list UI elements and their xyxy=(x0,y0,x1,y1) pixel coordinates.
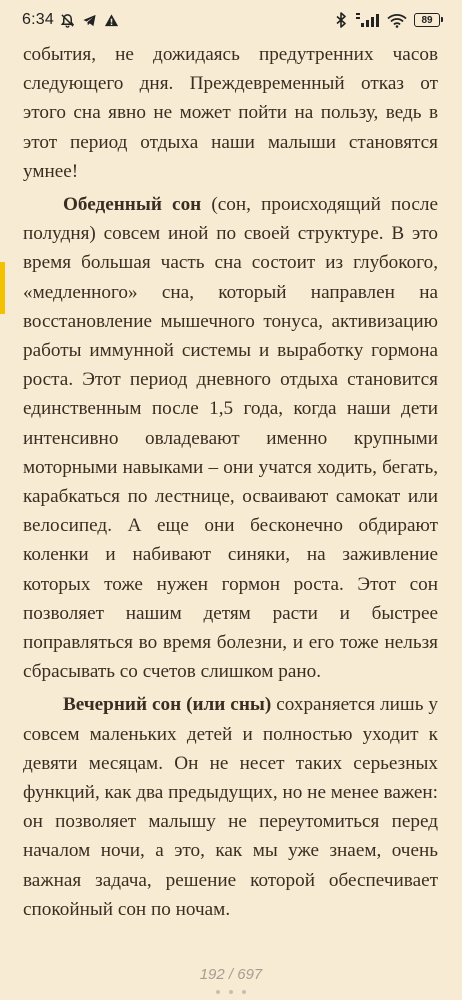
telegram-icon xyxy=(82,12,98,28)
wifi-icon xyxy=(387,12,407,28)
warning-icon xyxy=(104,12,120,28)
clock: 6:34 xyxy=(22,11,54,28)
paragraph-3-heading: Вечерний сон (или сны) xyxy=(63,694,272,716)
status-right xyxy=(333,12,440,28)
status-left xyxy=(22,11,120,29)
handle-dot xyxy=(229,990,233,994)
handle-dot xyxy=(242,990,246,994)
paragraph-3-text: сохраняется лишь у совсем маленьких детей и полностью уходит к девяти месяцам. Он не несет таких серьезных функций, как два предыдущих, но не менее важен: он позволяет малышу не переутомиться перед началом ночи, а это, как мы уже знаем, очень важная задача, решение которой обеспечивает спокойный сон по ночам. xyxy=(23,694,439,920)
book-page[interactable] xyxy=(23,40,438,924)
paragraph-1: события, не дожидаясь предутренних часов следующего дня. Преждевременный отказ от этого сна явно не может пойти на пользу, ведь в этот период отдыха наши малыши становятся умнее! xyxy=(23,44,438,182)
paragraph-2-text: (сон, происходящий после полудня) совсем иной по своей структуре. В это время большая часть сна состоит из глубокого, «медленного» сна, который направлен на восстановление мышечного тонуса, активизацию работы иммунной системы и выработку гормона роста. Этот период дневного отдыха становится единственным после 1,5 года, когда наши дети интенсивно овладевают именно крупными моторными навыками – они учатся ходить, бегать, карабкаться по лестнице, осваивают самокат или велосипед. А еще они бесконечно обдирают коленки и набивают синяки, на заживление которых тоже нужен гормон роста. Этот сон позволяет нашим детям расти и быстрее поправляться во время болезни, и его тоже нельзя сбрасывать со счетов слишком рано. xyxy=(23,194,438,683)
nav-handle[interactable] xyxy=(0,990,462,994)
signal-icon xyxy=(356,12,380,28)
muted-bell-icon xyxy=(60,12,76,28)
paragraph-2-heading: Обеденный сон xyxy=(63,194,202,216)
handle-dot xyxy=(216,990,220,994)
paragraph-3 xyxy=(23,690,438,924)
paragraph-2 xyxy=(23,190,438,686)
status-bar xyxy=(0,0,462,40)
bookmark-marker[interactable] xyxy=(0,262,5,314)
battery-indicator: 89 xyxy=(414,13,440,27)
bluetooth-icon xyxy=(333,12,349,28)
page-indicator: 192 / 697 xyxy=(199,966,263,983)
